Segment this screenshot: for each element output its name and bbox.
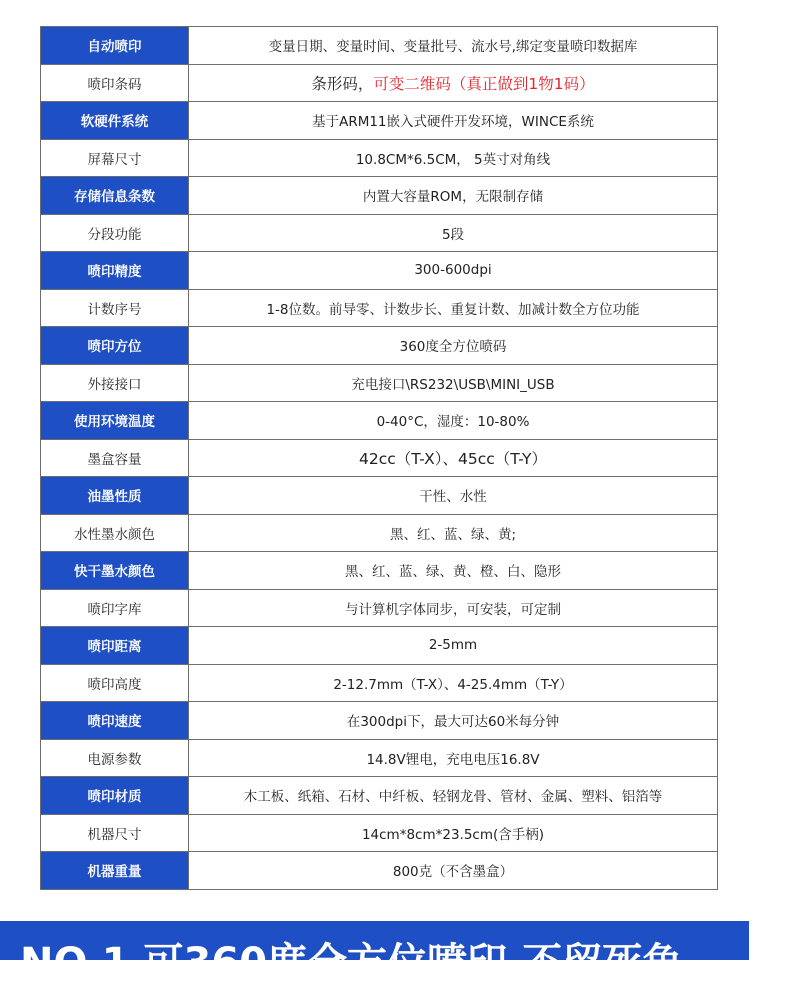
spec-row <box>41 139 718 177</box>
spec-value: 黑、红、蓝、绿、黄、橙、白、隐形 <box>189 552 718 590</box>
spec-value: 基于ARM11嵌入式硬件开发环境，WINCE系统 <box>189 102 718 140</box>
spec-label: 喷印距离 <box>41 627 189 665</box>
spec-value: 与计算机字体同步，可安装，可定制 <box>189 589 718 627</box>
spec-label: 墨盒容量 <box>41 439 189 477</box>
spec-label: 分段功能 <box>41 214 189 252</box>
spec-label: 存储信息条数 <box>41 177 189 215</box>
spec-label: 油墨性质 <box>41 477 189 515</box>
spec-value-highlight: 可变二维码（真正做到1物1码） <box>373 74 595 93</box>
spec-value: 800克（不含墨盒） <box>189 852 718 890</box>
spec-row <box>41 702 718 740</box>
spec-value <box>189 64 718 102</box>
spec-value: 360度全方位喷码 <box>189 327 718 365</box>
spec-value: 5段 <box>189 214 718 252</box>
spec-label: 机器重量 <box>41 852 189 890</box>
spec-label: 快干墨水颜色 <box>41 552 189 590</box>
spec-value: 10.8CM*6.5CM， 5英寸对角线 <box>189 139 718 177</box>
spec-row <box>41 552 718 590</box>
spec-row <box>41 777 718 815</box>
spec-row <box>41 252 718 290</box>
spec-value: 42cc（T-X）、45cc（T-Y） <box>189 439 718 477</box>
spec-label: 喷印条码 <box>41 64 189 102</box>
spec-value: 黑、红、蓝、绿、黄; <box>189 514 718 552</box>
spec-row <box>41 289 718 327</box>
spec-row <box>41 739 718 777</box>
spec-row <box>41 627 718 665</box>
spec-value-text: 条形码， <box>311 74 374 93</box>
spec-value: 木工板、纸箱、石材、中纤板、轻钢龙骨、管材、金属、塑料、铝箔等 <box>189 777 718 815</box>
spec-label: 软硬件系统 <box>41 102 189 140</box>
spec-row <box>41 664 718 702</box>
banner-text: NO.1 可360度全方位喷印,不留死角 <box>20 940 683 986</box>
spec-label: 喷印高度 <box>41 664 189 702</box>
spec-label: 喷印速度 <box>41 702 189 740</box>
spec-label: 外接接口 <box>41 364 189 402</box>
spec-row <box>41 27 718 65</box>
spec-row <box>41 852 718 890</box>
spec-label: 电源参数 <box>41 739 189 777</box>
spec-label: 自动喷印 <box>41 27 189 65</box>
spec-row <box>41 514 718 552</box>
spec-value: 2-12.7mm（T-X）、4-25.4mm（T-Y） <box>189 664 718 702</box>
spec-value: 1-8位数。前导零、计数步长、重复计数、加减计数全方位功能 <box>189 289 718 327</box>
spec-row <box>41 814 718 852</box>
spec-table <box>40 26 718 890</box>
spec-row <box>41 589 718 627</box>
spec-label: 使用环境温度 <box>41 402 189 440</box>
spec-label: 喷印材质 <box>41 777 189 815</box>
spec-value: 充电接口\RS232\USB\MINI_USB <box>189 364 718 402</box>
spec-value: 14cm*8cm*23.5cm(含手柄) <box>189 814 718 852</box>
spec-value: 干性、水性 <box>189 477 718 515</box>
spec-label: 喷印方位 <box>41 327 189 365</box>
spec-label: 屏幕尺寸 <box>41 139 189 177</box>
feature-banner <box>0 921 749 986</box>
spec-label: 水性墨水颜色 <box>41 514 189 552</box>
spec-row <box>41 402 718 440</box>
spec-row <box>41 102 718 140</box>
spec-row <box>41 214 718 252</box>
spec-label: 喷印字库 <box>41 589 189 627</box>
spec-value: 内置大容量ROM，无限制存储 <box>189 177 718 215</box>
spec-value: 14.8V锂电，充电电压16.8V <box>189 739 718 777</box>
spec-label: 计数序号 <box>41 289 189 327</box>
spec-value: 变量日期、变量时间、变量批号、流水号,绑定变量喷印数据库 <box>189 27 718 65</box>
spec-row <box>41 64 718 102</box>
spec-value: 300-600dpi <box>189 252 718 290</box>
spec-label: 机器尺寸 <box>41 814 189 852</box>
spec-label: 喷印精度 <box>41 252 189 290</box>
spec-value: 2-5mm <box>189 627 718 665</box>
spec-value: 在300dpi下，最大可达60米每分钟 <box>189 702 718 740</box>
spec-row <box>41 327 718 365</box>
spec-row <box>41 477 718 515</box>
spec-row <box>41 439 718 477</box>
spec-row <box>41 177 718 215</box>
spec-row <box>41 364 718 402</box>
spec-value: 0-40°C，湿度：10-80% <box>189 402 718 440</box>
